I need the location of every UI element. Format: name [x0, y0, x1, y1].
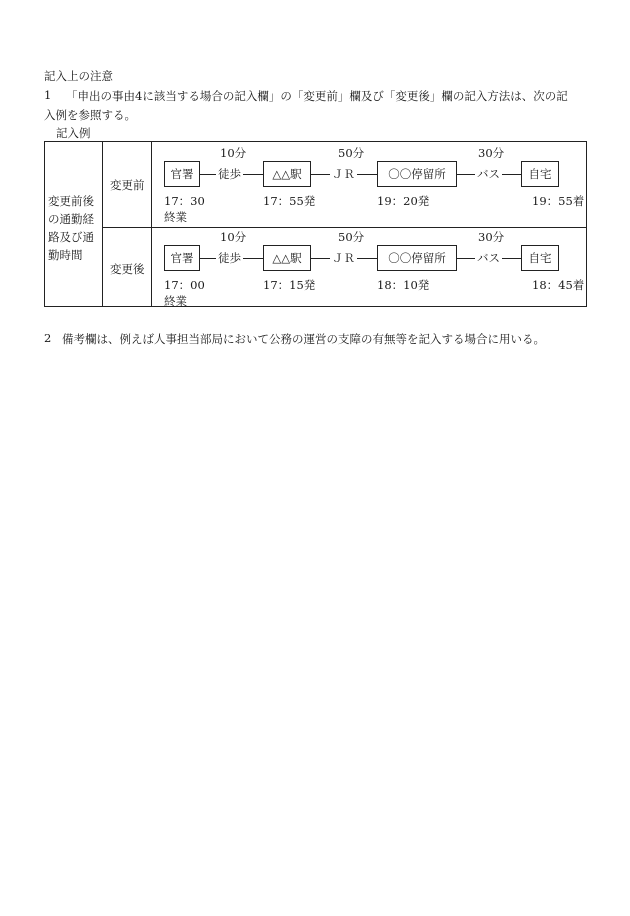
transport-mode: ＪＲ [332, 167, 355, 181]
note-1-number: 1 [44, 88, 52, 102]
stop-box: 〇〇停留所 [377, 245, 457, 271]
time-label: 19：20発 [377, 194, 430, 208]
time-label: 18：45着 [532, 278, 585, 292]
before-row-label: 変更前 [110, 178, 145, 192]
commute-label-line: 変更前後 [48, 194, 94, 208]
time-label: 17：55発 [263, 194, 316, 208]
time-label: 17：00 [164, 278, 205, 292]
duration-label: 10分 [220, 146, 247, 160]
duration-label: 30分 [478, 146, 505, 160]
stop-box: △△駅 [263, 245, 311, 271]
duration-label: 50分 [338, 230, 365, 244]
stop-box: 〇〇停留所 [377, 161, 457, 187]
commute-label-line: 勤時間 [48, 248, 83, 262]
transport-mode: ＪＲ [332, 251, 355, 265]
route-before [0, 145, 630, 227]
note-2-text: 備考欄は、例えば人事担当部局において公務の運営の支障の有無等を記入する場合に用いる。 [62, 332, 545, 346]
note-1-line-1: 「申出の事由4に該当する場合の記入欄」の「変更前」欄及び「変更後」欄の記入方法は、次の記 [66, 89, 568, 103]
duration-label: 50分 [338, 146, 365, 160]
stop-box: 自宅 [521, 245, 559, 271]
time-label: 18：10発 [377, 278, 430, 292]
row-divider [102, 227, 586, 228]
example-label: 記入例 [56, 126, 91, 140]
note-1-line-2: 入例を参照する。 [44, 108, 136, 122]
commute-label-line: 路及び通 [48, 230, 94, 244]
transport-mode: バス [477, 167, 500, 181]
end-of-work-label: 終業 [164, 294, 187, 308]
note-2-number: 2 [44, 331, 52, 345]
time-label: 17：30 [164, 194, 205, 208]
stop-box: 官署 [164, 245, 200, 271]
end-of-work-label: 終業 [164, 210, 187, 224]
time-label: 17：15発 [263, 278, 316, 292]
notes-heading: 記入上の注意 [44, 69, 113, 83]
transport-mode: 徒歩 [218, 251, 241, 265]
stop-box: 官署 [164, 161, 200, 187]
after-row-label: 変更後 [110, 262, 145, 276]
commute-label-line: の通勤経 [48, 212, 94, 226]
route-after [0, 229, 630, 311]
transport-mode: 徒歩 [218, 167, 241, 181]
stop-box: 自宅 [521, 161, 559, 187]
stop-box: △△駅 [263, 161, 311, 187]
duration-label: 30分 [478, 230, 505, 244]
duration-label: 10分 [220, 230, 247, 244]
time-label: 19：55着 [532, 194, 585, 208]
transport-mode: バス [477, 251, 500, 265]
